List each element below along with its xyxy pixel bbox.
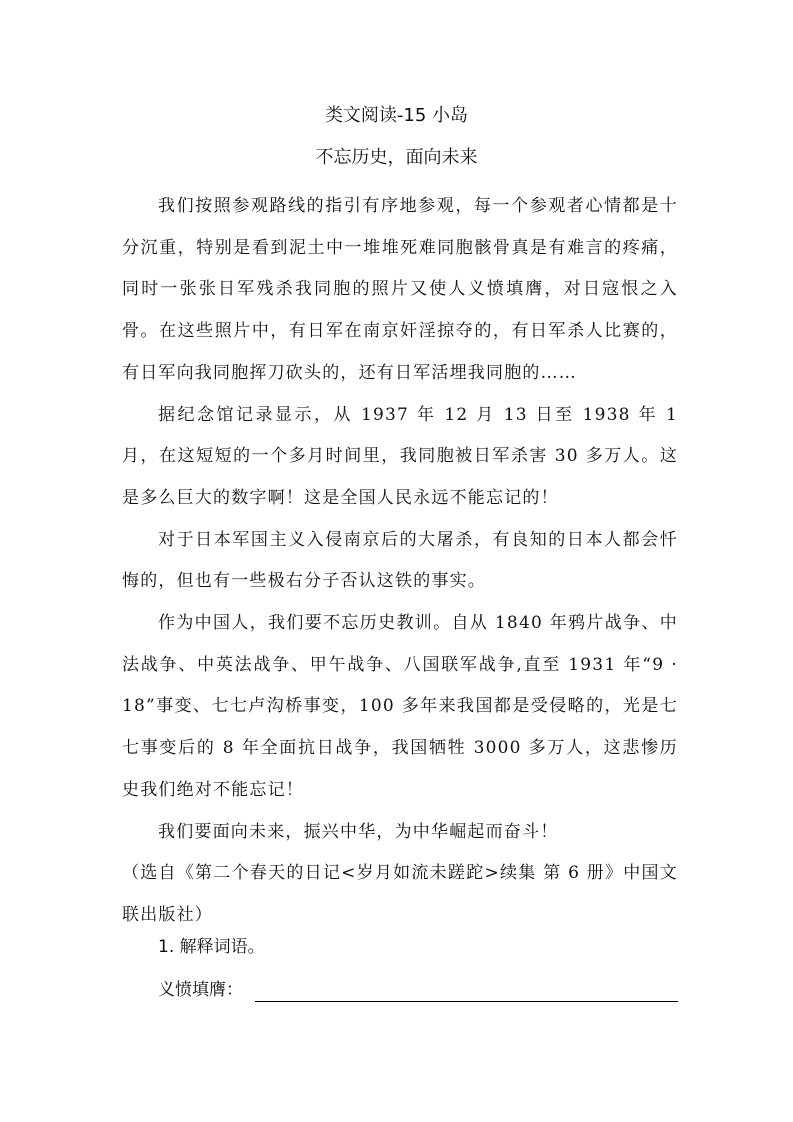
term-label: 义愤填膺： (158, 980, 243, 1000)
document-title: 类文阅读-15 小岛 (324, 105, 469, 126)
source-citation: （选自《第二个春天的日记<岁月如流未蹉跎>续集 第 6 册》中国文联出版社） (122, 863, 678, 925)
paragraph-3: 对于日本军国主义入侵南京后的大屠杀，有良知的日本人都会忏悔的，但也有一些极右分子否认这铁的事实。 (122, 529, 678, 592)
paragraph-2: 据纪念馆记录显示，从 1937 年 12 月 13 日至 1938 年 1 月，在这短短的一个多月时间里，我同胞被日军杀害 30 多万人。这是多么巨大的数字啊！这是全国人民永远不能忘记的！ (122, 404, 678, 508)
answer-blank[interactable] (255, 979, 678, 1002)
paragraph-4: 作为中国人，我们要不忘历史教训。自从 1840 年鸦片战争、中法战争、中英法战争、甲午战争、八国联军战争,直至 1931 年“9 · 18”事变、七七卢沟桥事变，100 多年来我国都是受侵略的，光是七七事变后的 8 年全面抗日战争，我国牺牲 3000 多万人，这悲惨历史我们绝对不能忘记！ (122, 613, 678, 800)
paragraph-5: 我们要面向未来，振兴中华，为中华崛起而奋斗！ (158, 821, 559, 842)
question-heading: 1. 解释词语。 (158, 937, 265, 957)
question-item (158, 978, 678, 1002)
document-subtitle: 不忘历史，面向未来 (315, 147, 478, 168)
article-body (122, 186, 678, 937)
paragraph-1: 我们按照参观路线的指引有序地参观，每一个参观者心情都是十分沉重，特别是看到泥土中一堆堆死难同胞骸骨真是有难言的疼痛，同时一张张日军残杀我同胞的照片又使人义愤填膺，对日寇恨之入骨。在这些照片中，有日军在南京奸淫掠夺的，有日军杀人比赛的，有日军向我同胞挥刀砍头的，还有日军活埋我同胞的…… (122, 196, 678, 383)
